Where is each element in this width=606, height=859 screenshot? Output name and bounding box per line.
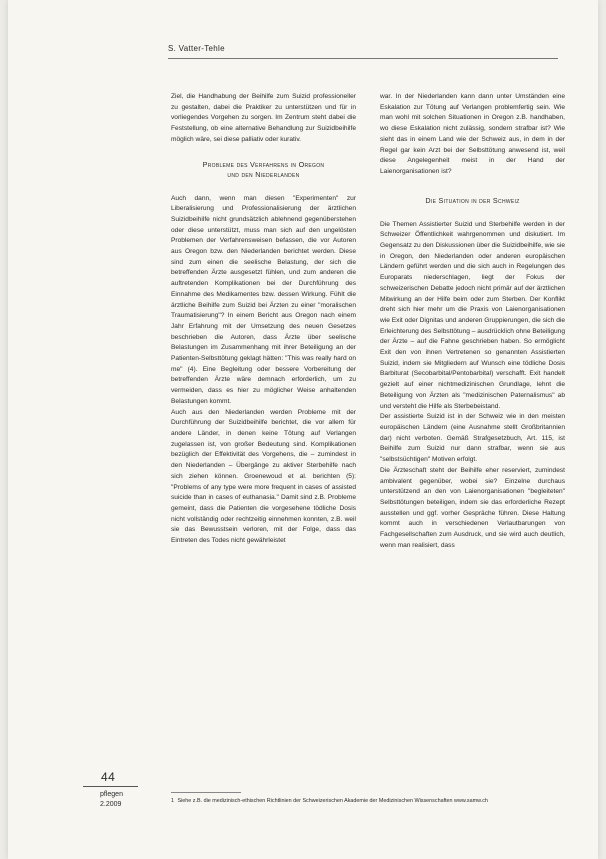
left-column <box>171 92 356 547</box>
running-head: S. Vatter-Tehle <box>168 44 225 53</box>
body-paragraph: Die Themen Assistierter Suizid und Sterbehilfe werden in der Schweizer Öffentlichkeit wahrgenommen und diskutiert. Im Gegensatz zu den Diskussionen über die Suizidbeihilfe, wie sie in Oregon, den Niederlanden oder anderen europäischen Ländern geführt werden und die sich auch in Regelungen des Europarats niederschlagen, liegt der Fokus der schweizerischen Debatte jedoch nicht primär auf der ärztlichen Mitwirkung an der Hilfe beim oder zum Sterben. Der Konflikt dreht sich hier mehr um die Praxis von Laienorganisationen wie Exit oder Dignitas und anderen Gruppierungen, die sich die Erleichterung des Selbsttötung – ausdrücklich ohne Beteiligung der Ärzte – auf die Fahne geschrieben haben. So ermöglicht Exit den von ihnen Vertretenen so genannten Assistierten Suizid, indem sie Mitgliedern auf Wunsch eine tödliche Dosis Barbiturat (Secobarbital/Pentobarbital) verschafft. Exit handelt gezielt auf einer nichtmedizinischen Grundlage, lehnt die Beteiligung von Ärzten als "medizinischen Paternalismus" ab und versteht die Hilfe als Sterbebeistand. <box>380 220 565 410</box>
footnote-divider <box>171 792 241 793</box>
body-paragraph: Auch dann, wenn man diesen "Experimenten" zur Liberalisierung und Professionalisierung der ärztlichen Suizidbeihilfe nicht grundsätzlich ablehnend gegenüberstehen oder diese unterstützt, muss man sich auf den ungelösten Problemen der Verfahrensweisen befassen, die vor Autoren aus Oregon bzw. den Niederlanden berichtet werden. Diese sind zum einen die seelische Belastung, der sich die betreffenden Ärzte ausgesetzt fühlen, und zum anderen die auftretenden Komplikationen bei der Durchführung des Einnahme des Medikamentes bzw. dessen Wirkung. Fühlt die ärztliche Beihilfe zum Suizid bei Ärzten zu einer "moralischen Traumatisierung"? In einem Bericht aus Oregon nach einem Jahr Erfahrung mit der Umsetzung des neuen Gesetzes beschrieben die Autoren, dass Ärzte über seelische Belastungen im Zusammenhang mit ihrer Beteiligung an der Patienten-Selbsttötung geklagt hätten: "This was really hard on me" (4). Eine Begleitung oder bessere Vorbereitung der betreffenden Ärzte wäre demnach erforderlich, um zu vermeiden, dass es hier zu möglicher Weise anhaltenden Belastungen kommt. <box>171 194 356 405</box>
footnote-number: 1 <box>171 798 174 804</box>
journal-issue: 2.2009 <box>100 801 122 808</box>
body-paragraph: Der assistierte Suizid ist in der Schweiz wie in den meisten europäischen Ländern (eine Ausnahme stellt Großbritannien dar) nicht verboten. Gemäß Strafgesetzbuch, Art. 115, ist Beihilfe zum Suizid nur dann strafbar, wenn sie aus "selbstsüchtigen" Motiven erfolgt. <box>380 413 565 464</box>
section-heading-problems <box>171 160 356 180</box>
journal-name: pflegen <box>100 791 123 798</box>
section-heading-line: Probleme des Verfahrens in Oregon <box>202 159 325 169</box>
section-heading-switzerland: Die Situation in der Schweiz <box>425 195 520 205</box>
footnote-text: Siehe z.B. die medizinisch-ethischen Richtlinien der Schweizerischen Akademie der Medizinischen Wissenschaften www.samw.ch <box>177 798 488 804</box>
body-paragraph: Die Ärzteschaft steht der Beihilfe eher reserviert, zumindest ambivalent gegenüber, wobei sie? Einzelne durchaus unterstützend an den von Laienorganisationen "begleiteten" Selbsttötungen beteiligen, indem sie das erforderliche Rezept ausstellen und ggf. vorher Gespräche führen. Diese Haltung kommt auch in verschiedenen Verlautbarungen von Fachgesellschaften zum Ausdruck, und sie wird auch deutlich, wenn man realisiert, dass <box>380 466 565 549</box>
document-page <box>8 0 598 859</box>
body-paragraph: Auch aus den Niederlanden werden Probleme mit der Durchführung der Suizidbeihilfe berichtet, die vor allem für andere Länder, in denen keine Tötung auf Verlangen zugelassen ist, von großer Bedeutung sind. Komplikationen bezüglich der Effektivität des Vorgehens, die – zumindest in den Niederlanden – Übergänge zu aktiver Sterbehilfe nach sich ziehen können. Groenewoud et al. berichten (5): "Problems of any type were more frequent in cases of assisted suicide than in cases of euthanasia." Damit sind z.B. Probleme gemeint, dass die Patienten die vorgesehene tödliche Dosis nicht vollständig oder rechtzeitig einnehmen konnten, z.B. weil sie das Bewusstsein verloren, mit der Folge, dass das Eintreten des Todes nicht gewährleistet <box>171 408 356 545</box>
header-divider <box>168 58 558 59</box>
page-number-divider <box>83 786 138 787</box>
right-column <box>380 92 565 551</box>
page-number: 44 <box>101 770 116 784</box>
section-heading-line: und den Niederlanden <box>227 169 300 179</box>
body-paragraph: war. In der Niederlanden kann dann unter Umständen eine Eskalation zur Tötung auf Verlangen problemfertig sein. Wie man wohl mit solchen Situationen in Oregon z.B. handhaben, wo diese Eskalation nicht zulässig, sondern strafbar ist? Wie sieht das in einem Land wie der Schweiz aus, in dem in der Regel gar kein Arzt bei der Selbsttötung anwesend ist, weil diese Angelegenheit meist in der Hand der Laienorganisationen ist? <box>380 93 565 175</box>
intro-paragraph: Ziel, die Handhabung der Beihilfe zum Suizid professioneller zu gestalten, dabei die Praktiker zu unterstützen und für in vorliegendes Vorgehen zu sorgen. Im Zentrum steht dabei die Feststellung, ob eine alternative Behandlung zur Suizidbeihilfe möglich wäre, sei diese palliativ oder kurativ. <box>171 93 356 143</box>
footnote <box>171 797 566 805</box>
